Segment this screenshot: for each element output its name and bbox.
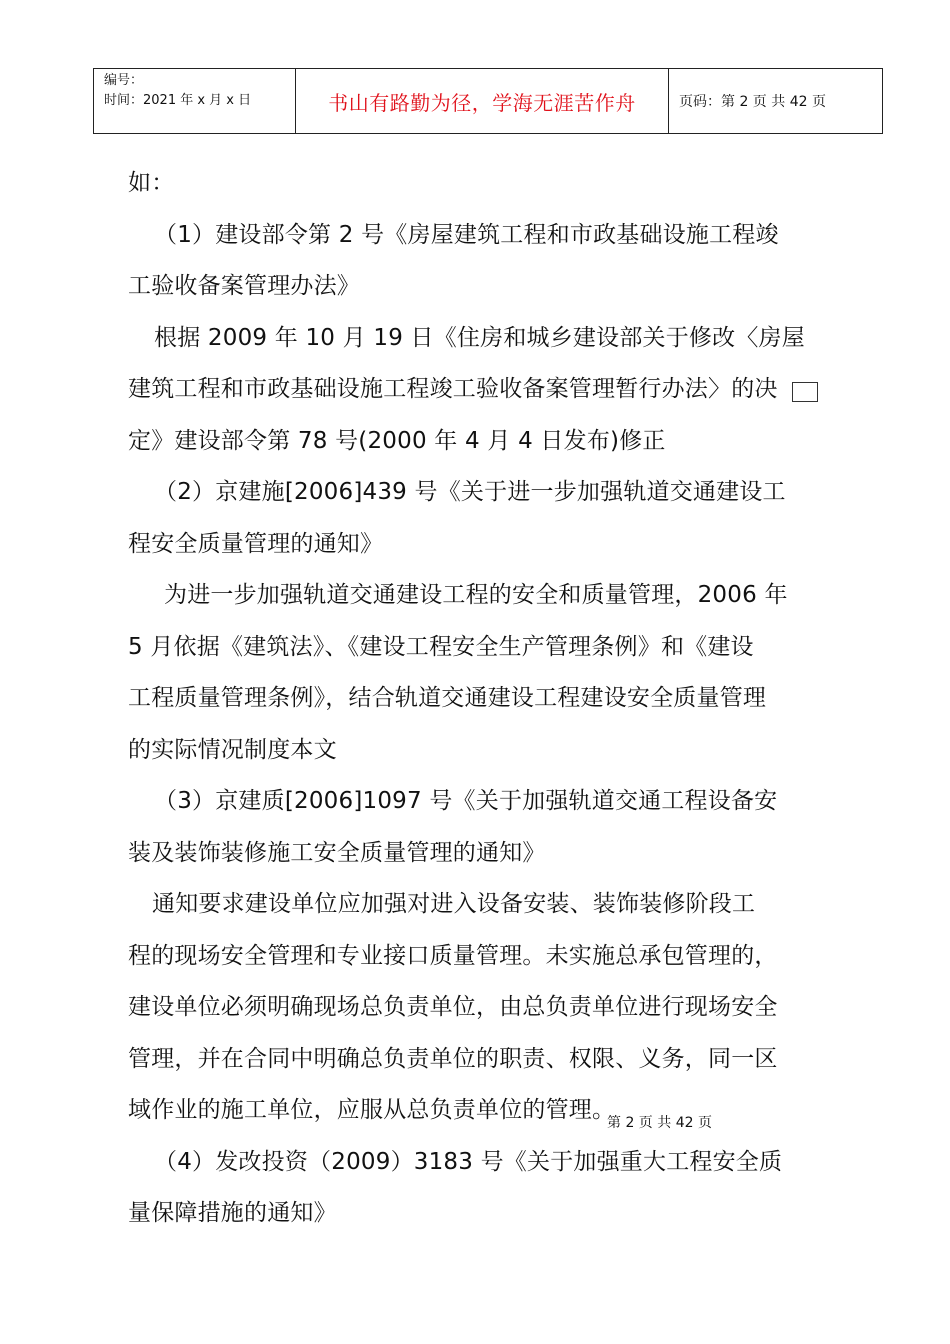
text-line: （3）京建质[2006]1097 号《关于加强轨道交通工程设备安 <box>154 788 778 814</box>
header-motto: 书山有路勤为径，学海无涯苦作舟 <box>296 69 669 133</box>
text-line: 程的现场安全管理和专业接口质量管理。未实施总承包管理的， <box>128 942 778 969</box>
text-line: 管理，并在合同中明确总负责单位的职责、权限、义务，同一区 <box>128 1045 778 1072</box>
text-line: 工验收备案管理办法》 <box>128 273 360 299</box>
header-page-number: 页码：第 2 页 共 42 页 <box>679 94 826 110</box>
document-body <box>128 158 856 1240</box>
text-line: 建筑工程和市政基础设施工程竣工验收备案管理暂行办法〉的决 <box>128 376 778 402</box>
text-line: 装及装饰装修施工安全质量管理的通知》 <box>128 839 546 866</box>
text-line: 根据 2009 年 10 月 19 日《住房和城乡建设部关于修改〈房屋 <box>154 324 805 351</box>
text-line: 建设单位必须明确现场总负责单位，由总负责单位进行现场安全 <box>128 994 778 1020</box>
text-line: 域作业的施工单位，应服从总负责单位的管理。 <box>128 1097 616 1123</box>
text-line: 定》建设部令第 78 号(2000 年 4 月 4 日发布)修正 <box>128 427 666 454</box>
text-line: 量保障措施的通知》 <box>128 1200 337 1226</box>
footer-page-number: 第 2 页 共 42 页 <box>607 1115 712 1131</box>
text-line: 的实际情况制度本文 <box>128 736 337 763</box>
annotation-box <box>792 382 818 402</box>
text-line: （4）发改投资（2009）3183 号《关于加强重大工程安全质 <box>154 1148 783 1175</box>
text-line: 程安全质量管理的通知》 <box>128 530 384 557</box>
text-line: 为进一步加强轨道交通建设工程的安全和质量管理，2006 年 <box>164 582 788 608</box>
text-line: 如： <box>128 170 175 196</box>
text-line: 工程质量管理条例》，结合轨道交通建设工程建设安全质量管理 <box>128 685 767 711</box>
text-line: 5 月依据《建筑法》、《建设工程安全生产管理条例》和《建设 <box>128 633 754 660</box>
header-info-cell <box>94 69 296 133</box>
header-table <box>93 68 883 134</box>
text-line: （2）京建施[2006]439 号《关于进一步加强轨道交通建设工 <box>154 479 786 505</box>
document-number-label: 编号： <box>104 73 144 88</box>
text-line: （1）建设部令第 2 号《房屋建筑工程和市政基础设施工程竣 <box>154 221 779 248</box>
text-line: 通知要求建设单位应加强对进入设备安装、装饰装修阶段工 <box>152 891 756 917</box>
document-time-label: 时间：2021 年 x 月 x 日 <box>104 93 252 108</box>
